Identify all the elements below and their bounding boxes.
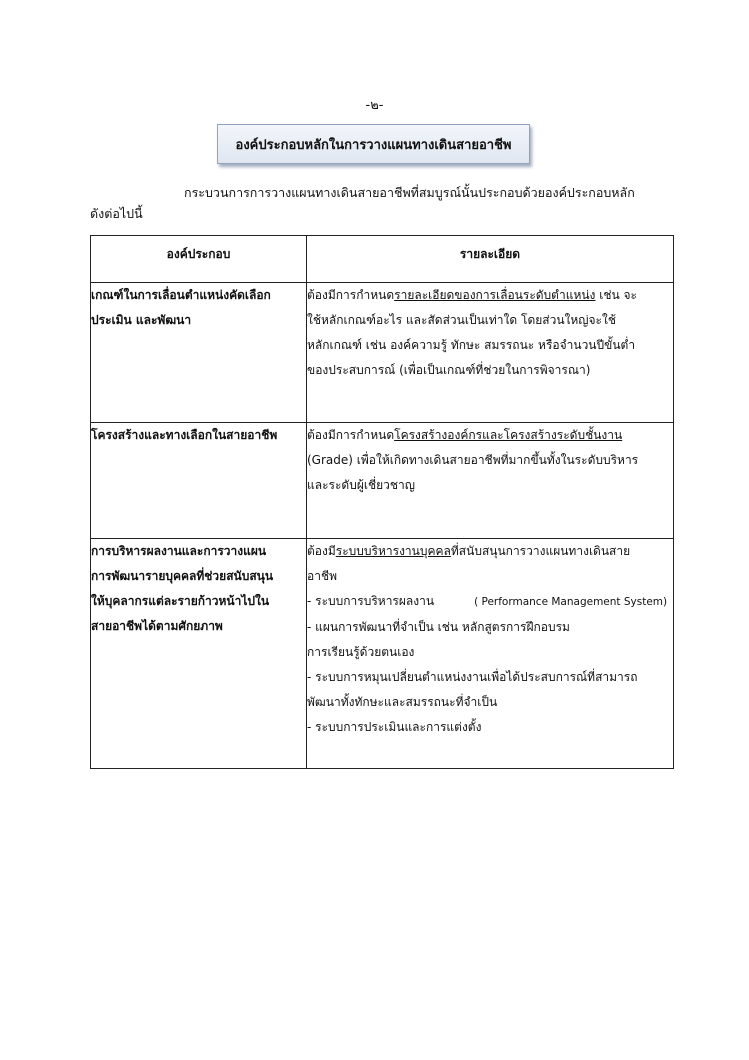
table-row <box>91 423 674 539</box>
table-row <box>91 283 674 423</box>
detail-line: ต้องมีการกำหนดรายละเอียดของการเลื่อนระดับตำแหน่ง เช่น จะ <box>307 288 637 302</box>
header-component: องค์ประกอบ <box>91 236 307 283</box>
detail-line: ต้องมีระบบบริหารงานบุคคลที่สนับสนุนการวางแผนทางเดินสาย <box>307 544 631 558</box>
component-cell: เกณฑ์ในการเลื่อนตำแหน่งคัดเลือก ประเมิน และพัฒนา <box>91 283 307 423</box>
intro-line-2: ดังต่อไปนี้ <box>90 206 143 221</box>
intro-line-1: กระบวนการการวางแผนทางเดินสายอาชีพที่สมบูรณ์นั้นประกอบด้วยองค์ประกอบหลัก <box>184 185 635 200</box>
table-row <box>91 539 674 769</box>
detail-line: ต้องมีการกำหนดโครงสร้างองค์กรและโครงสร้างระดับชั้นงาน <box>307 428 623 442</box>
detail-cell: ต้องมีระบบบริหารงานบุคคลที่สนับสนุนการวางแผนทางเดินสาย อาชีพ - ระบบการบริหารผลงาน ( Performance Management System) - แผนการพัฒนาที่จำเป็น เช่น หลักสูตรการฝึกอบรม การเรียนรู้ด้วยตนเอง - ระบบการหมุนเปลี่ยนตำแหน่งงานเพื่อได้ประสบการณ์ที่สามารถ พัฒนาทั้งทักษะและสมรรถนะที่จำเป็น - ระบบการประเมินและการแต่งตั้ง <box>307 539 674 769</box>
component-cell: การบริหารผลงานและการวางแผน การพัฒนารายบุคคลที่ช่วยสนับสนุน ให้บุคลากรแต่ละรายก้าวหน้าไปใน สายอาชีพได้ตามศักยภาพ <box>91 539 307 769</box>
table-header-row <box>91 236 674 283</box>
components-table <box>90 235 674 769</box>
section-title: องค์ประกอบหลักในการวางแผนทางเดินสายอาชีพ <box>235 137 512 153</box>
pm-line: - ระบบการบริหารผลงาน ( Performance Management System) <box>307 594 668 608</box>
component-cell: โครงสร้างและทางเลือกในสายอาชีพ <box>91 423 307 539</box>
underlined-text: โครงสร้างองค์กรและโครงสร้างระดับชั้นงาน <box>394 428 623 442</box>
detail-cell: ต้องมีการกำหนดโครงสร้างองค์กรและโครงสร้างระดับชั้นงาน (Grade) เพื่อให้เกิดทางเดินสายอาชีพที่มากขึ้นทั้งในระดับบริหาร และระดับผู้เชี่ยวชาญ <box>307 423 674 539</box>
header-detail: รายละเอียด <box>307 236 674 283</box>
underlined-text: ระบบบริหารงานบุคคล <box>335 544 451 558</box>
underlined-text: รายละเอียดของการเลื่อนระดับตำแหน่ง <box>394 288 596 302</box>
detail-cell: ต้องมีการกำหนดรายละเอียดของการเลื่อนระดับตำแหน่ง เช่น จะ ใช้หลักเกณฑ์อะไร และสัดส่วนเป็นเท่าใด โดยส่วนใหญ่จะใช้ หลักเกณฑ์ เช่น องค์ความรู้ ทักษะ สมรรถนะ หรือจำนวนปีขั้นต่ำ ของประสบการณ์ (เพื่อเป็นเกณฑ์ที่ช่วยในการพิจารณา) <box>307 283 674 423</box>
page-number: -๒- <box>365 98 384 113</box>
section-title-box <box>217 124 530 164</box>
intro-paragraph <box>90 182 675 224</box>
